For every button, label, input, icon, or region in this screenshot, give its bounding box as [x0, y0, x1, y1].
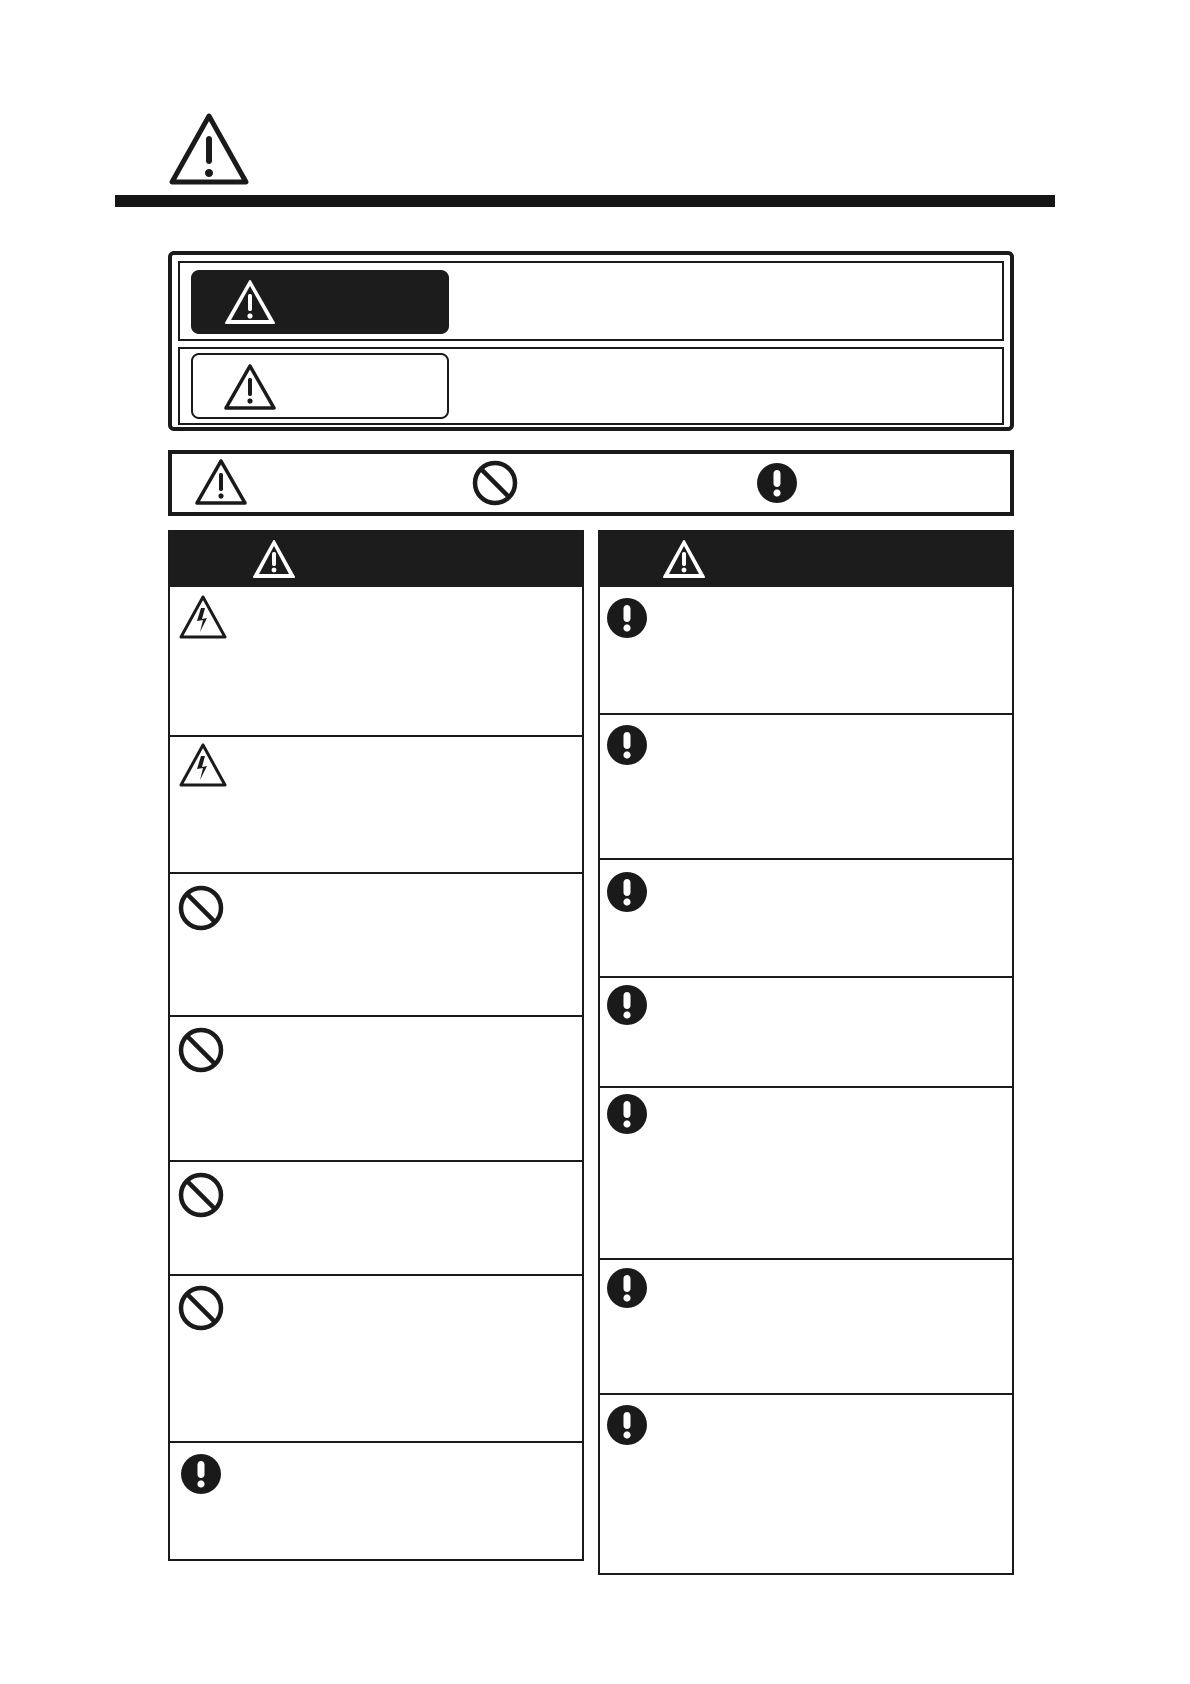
right-item-7-mandatory-icon: [606, 1404, 648, 1446]
right-item-2-mandatory-icon: [606, 724, 648, 766]
legend-mandatory-icon: [756, 462, 798, 504]
left-column: [168, 530, 584, 1561]
left-separator-2: [169, 872, 583, 874]
right-item-3-mandatory-icon: [606, 871, 648, 913]
left-column-header: [169, 531, 583, 587]
danger-warning-icon: [223, 278, 277, 326]
left-separator-1: [169, 735, 583, 737]
right-separator-3: [599, 976, 1013, 978]
header-warning-icon: [168, 112, 250, 186]
right-header-warning-icon: [661, 538, 707, 580]
right-item-1-mandatory-icon: [606, 597, 648, 639]
right-column-header: [599, 531, 1013, 587]
left-separator-3: [169, 1015, 583, 1017]
left-item-1-shock-icon: [178, 594, 228, 640]
right-separator-2: [599, 858, 1013, 860]
right-separator-5: [599, 1258, 1013, 1260]
right-item-6-mandatory-icon: [606, 1267, 648, 1309]
right-item-5-mandatory-icon: [606, 1093, 648, 1135]
left-item-4-prohibition-icon: [178, 1027, 224, 1073]
right-separator-4: [599, 1086, 1013, 1088]
left-separator-5: [169, 1274, 583, 1276]
danger-label: [191, 270, 449, 334]
caution-warning-icon: [223, 363, 277, 411]
legend-prohibition-icon: [472, 460, 518, 506]
left-item-2-shock-icon: [178, 742, 228, 788]
right-column: [598, 530, 1014, 1575]
left-item-5-prohibition-icon: [178, 1172, 224, 1218]
left-item-3-prohibition-icon: [178, 885, 224, 931]
left-header-warning-icon: [251, 538, 297, 580]
left-separator-6: [169, 1441, 583, 1443]
left-item-7-mandatory-icon: [180, 1453, 222, 1495]
left-item-6-prohibition-icon: [178, 1285, 224, 1331]
right-item-4-mandatory-icon: [606, 984, 648, 1026]
left-separator-4: [169, 1160, 583, 1162]
header-rule: [115, 195, 1055, 207]
legend-warning-icon: [194, 458, 248, 506]
right-separator-1: [599, 713, 1013, 715]
caution-label: [191, 353, 449, 419]
right-separator-6: [599, 1393, 1013, 1395]
symbol-legend: [168, 450, 1014, 516]
